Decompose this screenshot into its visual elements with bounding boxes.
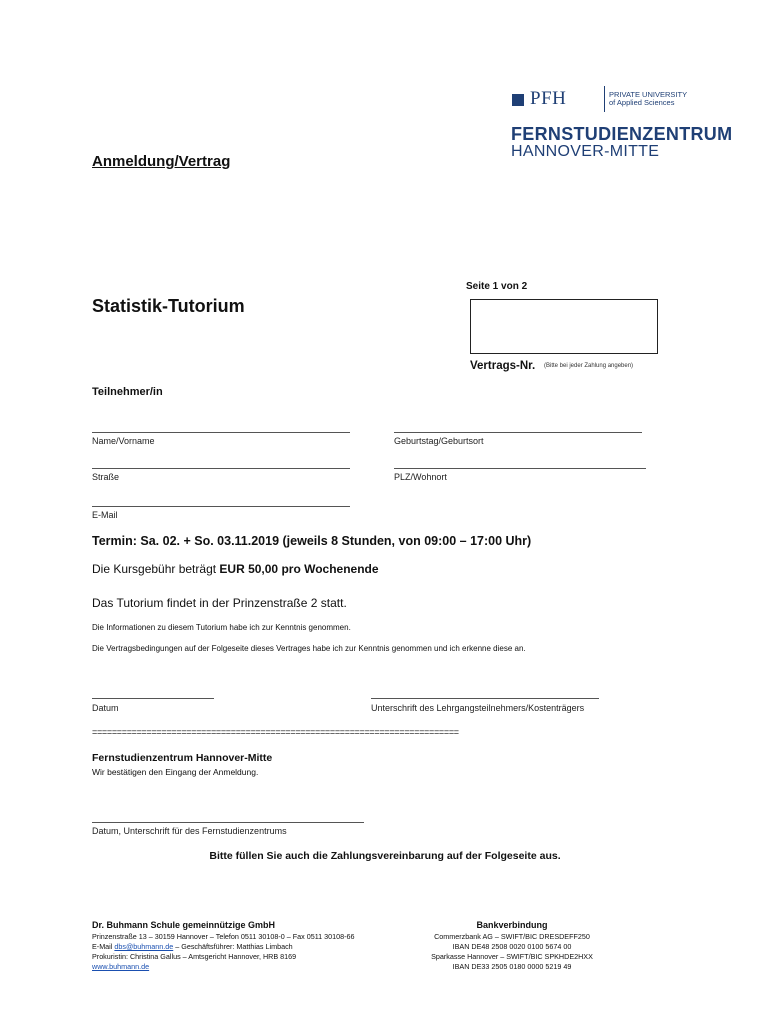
- notice-conditions: Die Vertragsbedingungen auf der Folgeseite dieses Vertrages habe ich zur Kenntnis genommen und ich erkenne diese an.: [92, 644, 526, 653]
- pfh-logo-text: PFH: [530, 88, 567, 109]
- date-field-line[interactable]: [92, 698, 214, 699]
- footer-bank1: Commerzbank AG – SWIFT/BIC DRESDEFF250: [434, 932, 590, 941]
- footer-bank-title: Bankverbindung: [476, 920, 548, 930]
- date-field-label: Datum: [92, 703, 119, 713]
- fee-text: [92, 562, 379, 576]
- footer-bank: [404, 920, 620, 972]
- termin-text: Termin: Sa. 02. + So. 03.11.2019 (jeweils 8 Stunden, von 09:00 – 17:00 Uhr): [92, 534, 532, 548]
- city-field-line[interactable]: [394, 468, 646, 469]
- footer-email-line: [92, 942, 355, 952]
- logo-subtitle: [609, 91, 687, 107]
- birth-field-line[interactable]: [394, 432, 642, 433]
- footer-email-suffix: – Geschäftsführer: Matthias Limbach: [173, 942, 293, 951]
- footer-bank2-iban: IBAN DE33 2505 0180 0000 5219 49: [452, 962, 572, 971]
- footer-web-link[interactable]: www.buhmann.de: [92, 962, 150, 971]
- name-field-label: Name/Vorname: [92, 436, 155, 446]
- logo-center-line1: FERNSTUDIENZENTRUM: [511, 124, 733, 144]
- page-number: Seite 1 von 2: [466, 281, 528, 292]
- logo-subtitle-line1: PRIVATE UNIVERSITY: [609, 90, 688, 99]
- footer-bank1-iban: IBAN DE48 2508 0020 0100 5674 00: [452, 942, 572, 951]
- birth-field-label: Geburtstag/Geburtsort: [394, 436, 484, 446]
- separator-line: ==========================================================================: [92, 727, 459, 737]
- signature-field-label: Unterschrift des Lehrgangsteilnehmers/Kostenträgers: [371, 703, 585, 713]
- logo-center-line2: HANNOVER-MITTE: [511, 143, 660, 160]
- footer-company-name: Dr. Buhmann Schule gemeinnützige GmbH: [92, 920, 276, 930]
- name-field-line[interactable]: [92, 432, 350, 433]
- street-field-label: Straße: [92, 472, 120, 482]
- footer-company: [92, 920, 355, 972]
- logo-divider: [604, 86, 605, 112]
- course-title: Statistik-Tutorium: [92, 296, 245, 316]
- email-field-line[interactable]: [92, 506, 350, 507]
- confirmation-heading: Fernstudienzentrum Hannover-Mitte: [92, 752, 273, 764]
- pfh-logo-icon: [512, 94, 524, 106]
- participant-heading: Teilnehmer/in: [92, 386, 163, 398]
- city-field-label: PLZ/Wohnort: [394, 472, 447, 482]
- payment-hint: Bitte füllen Sie auch die Zahlungsvereinbarung auf der Folgeseite aus.: [209, 850, 561, 862]
- street-field-line[interactable]: [92, 468, 350, 469]
- contract-number-note: (Bitte bei jeder Zahlung angeben): [544, 363, 634, 369]
- logo-subtitle-line2: of Applied Sciences: [609, 98, 675, 107]
- contract-number-box[interactable]: [470, 299, 658, 354]
- footer-email-link[interactable]: dbs@buhmann.de: [114, 942, 174, 951]
- signature-field-line[interactable]: [371, 698, 599, 699]
- confirmation-text: Wir bestätigen den Eingang der Anmeldung.: [92, 767, 259, 777]
- notice-information: Die Informationen zu diesem Tutorium habe ich zur Kenntnis genommen.: [92, 623, 351, 632]
- footer-prokura: Prokuristin: Christina Gallus – Amtsgericht Hannover, HRB 8169: [92, 952, 297, 961]
- fee-prefix: Die Kursgebühr beträgt: [92, 562, 220, 576]
- footer-bank2: Sparkasse Hannover – SWIFT/BIC SPKHDE2HXX: [431, 952, 593, 961]
- email-field-label: E-Mail: [92, 510, 118, 520]
- document-title: Anmeldung/Vertrag: [92, 153, 231, 170]
- confirmation-sign-line: [92, 822, 364, 823]
- footer-address: Prinzenstraße 13 – 30159 Hannover – Telefon 0511 30108-0 – Fax 0511 30108-66: [92, 932, 355, 941]
- venue-text: Das Tutorium findet in der Prinzenstraße 2 statt.: [92, 596, 347, 610]
- footer-email-prefix: E-Mail: [92, 942, 115, 951]
- fee-amount: EUR 50,00 pro Wochenende: [219, 562, 379, 576]
- contract-number-label: Vertrags-Nr.: [470, 360, 536, 372]
- confirmation-sign-label: Datum, Unterschrift für des Fernstudienzentrums: [92, 826, 287, 836]
